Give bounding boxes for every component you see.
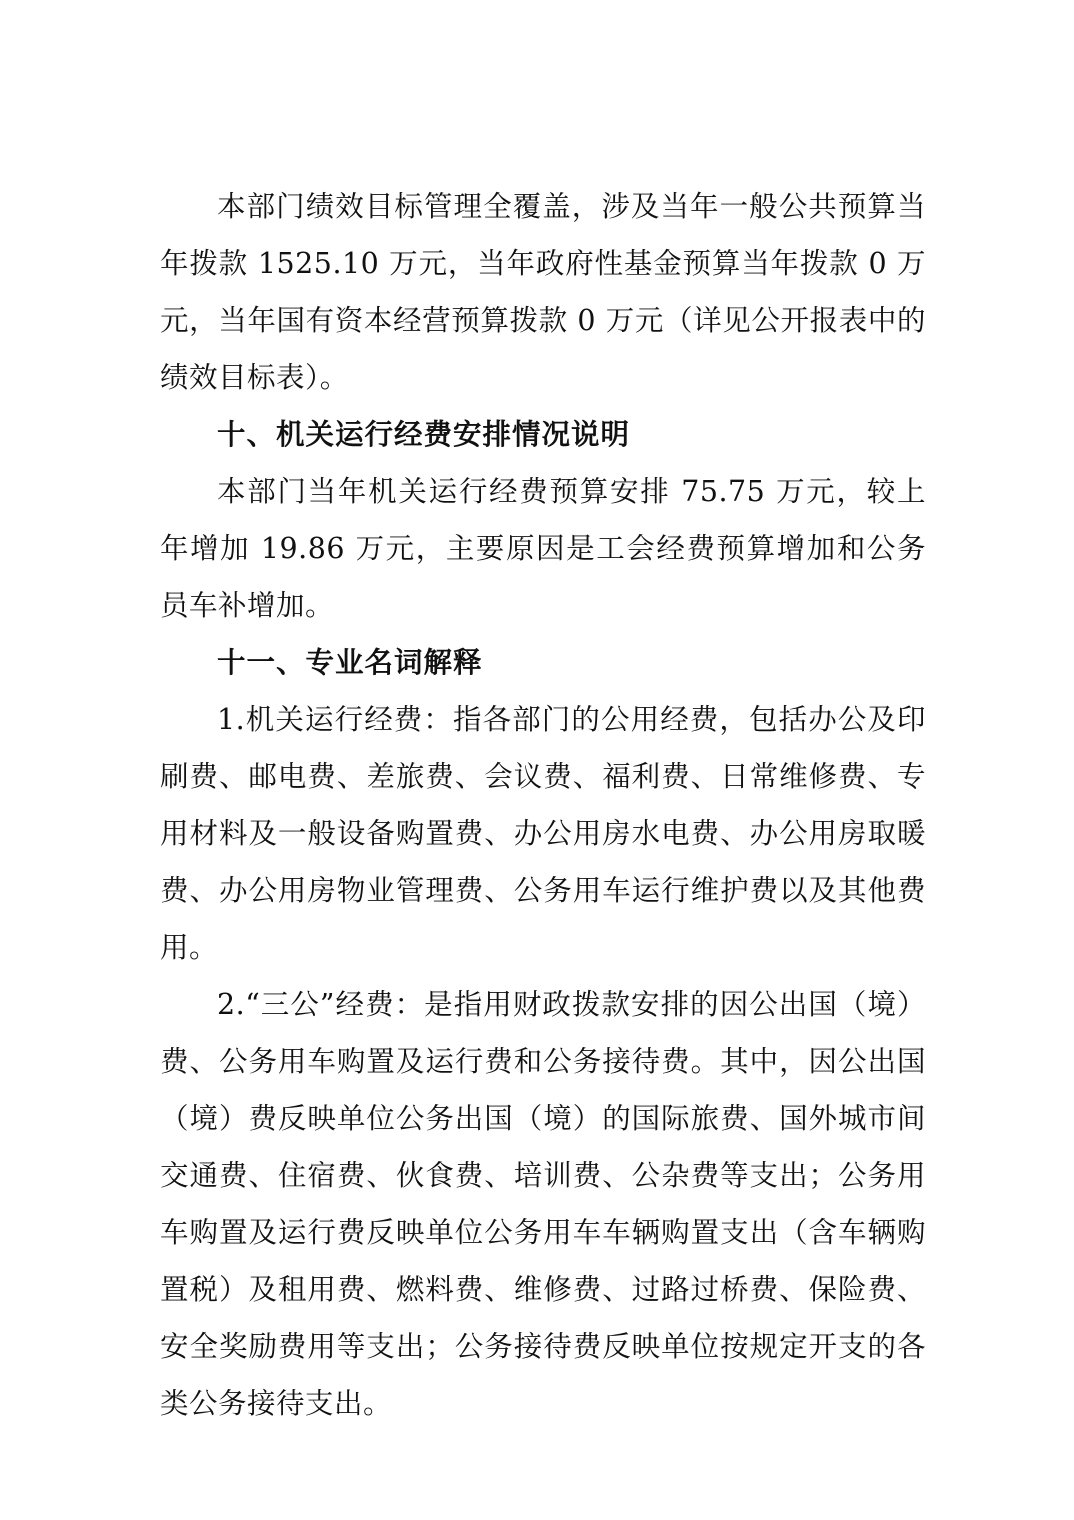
performance-target-paragraph: 本部门绩效目标管理全覆盖，涉及当年一般公共预算当年拨款 1525.10 万元，当年政府性基金预算当年拨款 0 万元，当年国有资本经营预算拨款 0 万元（详见公开报表中的绩效目标表）。 bbox=[160, 190, 926, 394]
section-11-heading: 十一、专业名词解释 bbox=[217, 646, 483, 679]
operating-expense-paragraph: 本部门当年机关运行经费预算安排 75.75 万元，较上年增加 19.86 万元，主要原因是工会经费预算增加和公务员车补增加。 bbox=[160, 475, 926, 622]
term-definition-three-public-expenses: 2.“三公”经费：是指用财政拨款安排的因公出国（境）费、公务用车购置及运行费和公务接待费。其中，因公出国（境）费反映单位公务出国（境）的国际旅费、国外城市间交通费、住宿费、伙食费、培训费、公杂费等支出；公务用车购置及运行费反映单位公务用车车辆购置支出（含车辆购置税）及租用费、燃料费、维修费、过路过桥费、保险费、安全奖励费用等支出；公务接待费反映单位按规定开支的各类公务接待支出。 bbox=[160, 988, 926, 1420]
section-10-heading: 十、机关运行经费安排情况说明 bbox=[217, 418, 631, 451]
document-body bbox=[160, 178, 926, 1432]
term-definition-operating-expense: 1.机关运行经费：指各部门的公用经费，包括办公及印刷费、邮电费、差旅费、会议费、福利费、日常维修费、专用材料及一般设备购置费、办公用房水电费、办公用房取暖费、办公用房物业管理费、公务用车运行维护费以及其他费用。 bbox=[160, 703, 926, 964]
